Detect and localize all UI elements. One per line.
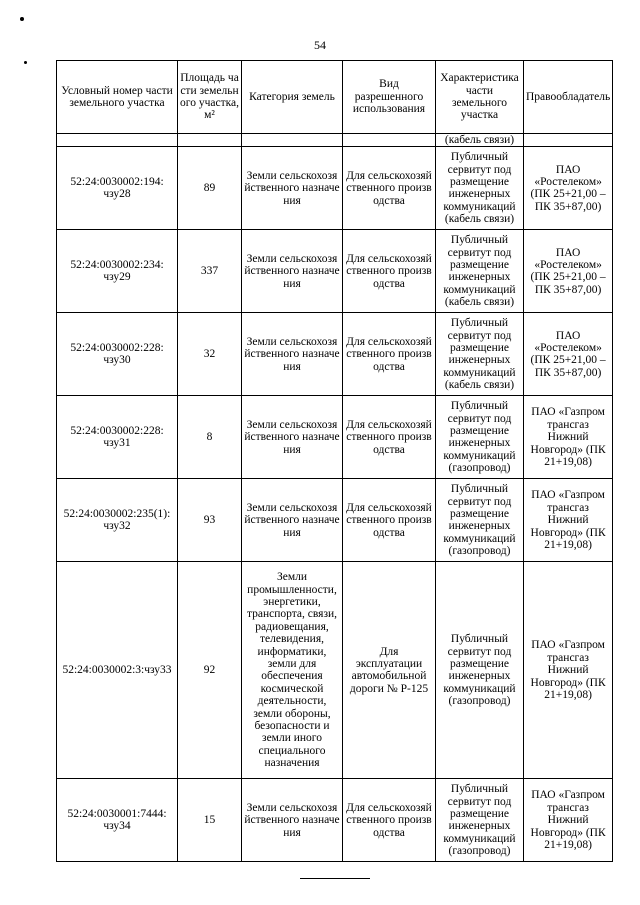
part-number: 52:24:0030002:194: чзу28 <box>57 147 178 230</box>
page-number: 54 <box>314 38 326 52</box>
part-number: 52:24:0030002:228: чзу30 <box>57 313 178 396</box>
permitted-use: Для сельскохозяйственного производства <box>343 313 436 396</box>
area: 337 <box>178 230 242 313</box>
area: 93 <box>178 479 242 562</box>
table-row <box>57 230 613 313</box>
continuation-characteristic: (кабель связи) <box>436 134 524 147</box>
table-row <box>57 479 613 562</box>
header-area: Площадь части земельного участка, м² <box>178 61 242 134</box>
part-number: 52:24:0030002:228: чзу31 <box>57 396 178 479</box>
land-category: Земли промышленности, энергетики, транспорта, связи, радиовещания, телевидения, информатики, земли для обеспечения космической деятельности, земли обороны, безопасности и земли иного специального назначения <box>242 562 343 779</box>
table-row <box>57 396 613 479</box>
part-number: 52:24:0030002:234: чзу29 <box>57 230 178 313</box>
area: 32 <box>178 313 242 396</box>
rights-holder: ПАО «Ростелеком» (ПК 25+21,00 – ПК 35+87,00) <box>524 147 613 230</box>
part-number: 52:24:0030002:235(1): чзу32 <box>57 479 178 562</box>
area: 15 <box>178 779 242 862</box>
table-cell <box>242 134 343 147</box>
characteristic: Публичный сервитут под размещение инженерных коммуникаций (газопровод) <box>436 779 524 862</box>
land-category: Земли сельскохозяйственного назначения <box>242 313 343 396</box>
area: 92 <box>178 562 242 779</box>
permitted-use: Для сельскохозяйственного производства <box>343 230 436 313</box>
area: 89 <box>178 147 242 230</box>
characteristic: Публичный сервитут под размещение инженерных коммуникаций (кабель связи) <box>436 147 524 230</box>
rights-holder: ПАО «Газпром трансгаз Нижний Новгород» (ПК 21+19,08) <box>524 562 613 779</box>
characteristic: Публичный сервитут под размещение инженерных коммуникаций (газопровод) <box>436 562 524 779</box>
land-parts-table <box>56 60 613 862</box>
header-use: Вид разрешенного использования <box>343 61 436 134</box>
characteristic: Публичный сервитут под размещение инженерных коммуникаций (кабель связи) <box>436 230 524 313</box>
part-number: 52:24:0030002:3:чзу33 <box>57 562 178 779</box>
permitted-use: Для эксплуатации автомобильной дороги № Р-125 <box>343 562 436 779</box>
table-row <box>57 147 613 230</box>
land-category: Земли сельскохозяйственного назначения <box>242 779 343 862</box>
rights-holder: ПАО «Газпром трансгаз Нижний Новгород» (ПК 21+19,08) <box>524 779 613 862</box>
table-cell <box>524 134 613 147</box>
table-row <box>57 313 613 396</box>
scan-dot <box>20 17 24 21</box>
land-category: Земли сельскохозяйственного назначения <box>242 479 343 562</box>
characteristic: Публичный сервитут под размещение инженерных коммуникаций (газопровод) <box>436 396 524 479</box>
characteristic: Публичный сервитут под размещение инженерных коммуникаций (газопровод) <box>436 479 524 562</box>
header-category: Категория земель <box>242 61 343 134</box>
rights-holder: ПАО «Ростелеком» (ПК 25+21,00 – ПК 35+87,00) <box>524 230 613 313</box>
rights-holder: ПАО «Газпром трансгаз Нижний Новгород» (ПК 21+19,08) <box>524 396 613 479</box>
characteristic: Публичный сервитут под размещение инженерных коммуникаций (кабель связи) <box>436 313 524 396</box>
table-cell <box>343 134 436 147</box>
header-characteristic: Характеристика части земельного участка <box>436 61 524 134</box>
footer-rule <box>300 878 370 879</box>
table-header-row <box>57 61 613 134</box>
scan-dot <box>24 61 27 64</box>
table-cell <box>57 134 178 147</box>
permitted-use: Для сельскохозяйственного производства <box>343 479 436 562</box>
table-cell <box>178 134 242 147</box>
table-row <box>57 562 613 779</box>
land-category: Земли сельскохозяйственного назначения <box>242 147 343 230</box>
land-category: Земли сельскохозяйственного назначения <box>242 396 343 479</box>
area: 8 <box>178 396 242 479</box>
header-part-number: Условный номер части земельного участка <box>57 61 178 134</box>
header-holder: Правообладатель <box>524 61 613 134</box>
rights-holder: ПАО «Ростелеком» (ПК 25+21,00 – ПК 35+87,00) <box>524 313 613 396</box>
permitted-use: Для сельскохозяйственного производства <box>343 779 436 862</box>
continuation-row <box>57 134 613 147</box>
part-number: 52:24:0030001:7444: чзу34 <box>57 779 178 862</box>
permitted-use: Для сельскохозяйственного производства <box>343 147 436 230</box>
rights-holder: ПАО «Газпром трансгаз Нижний Новгород» (ПК 21+19,08) <box>524 479 613 562</box>
permitted-use: Для сельскохозяйственного производства <box>343 396 436 479</box>
land-category: Земли сельскохозяйственного назначения <box>242 230 343 313</box>
table-row <box>57 779 613 862</box>
